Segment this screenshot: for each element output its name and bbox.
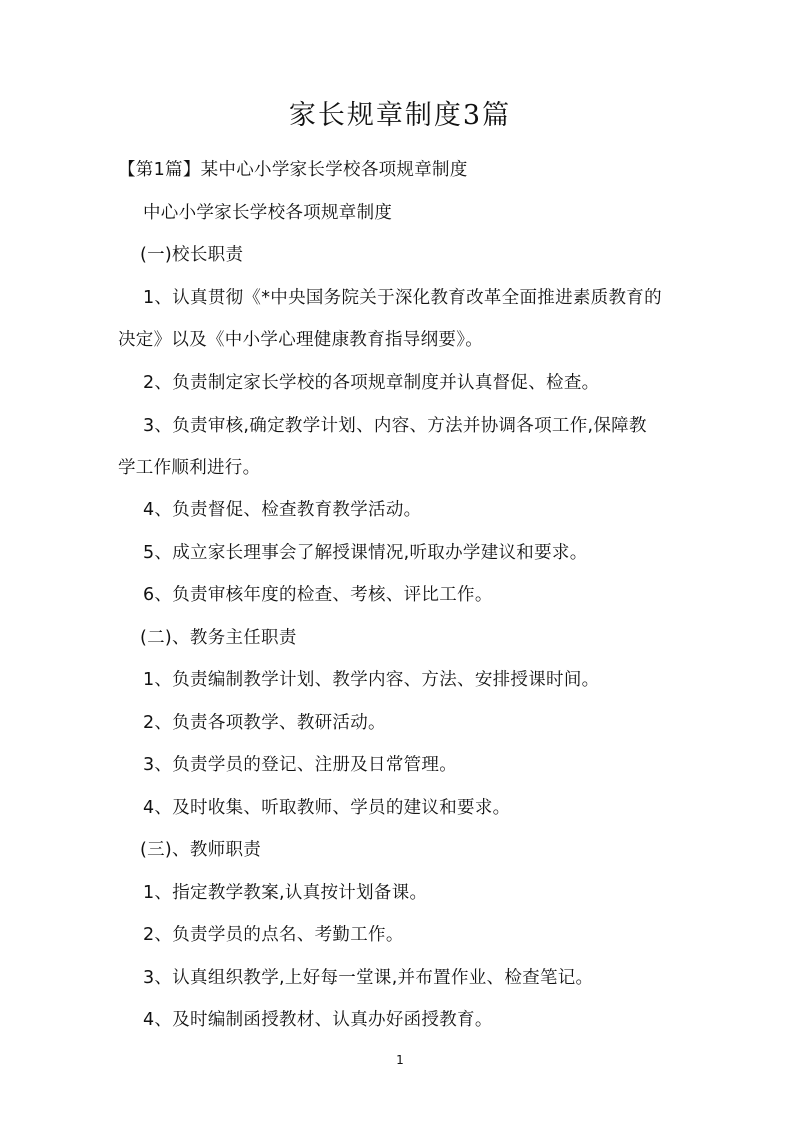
subsection-heading-academic-director: (二)、教务主任职责 [140, 628, 297, 648]
paragraph-line: 2、负责制定家长学校的各项规章制度并认真督促、检查。 [143, 373, 600, 393]
paragraph-line: 3、负责审核,确定教学计划、内容、方法并协调各项工作,保障教 [143, 416, 647, 436]
paragraph-line: 2、负责学员的点名、考勤工作。 [143, 925, 404, 945]
paragraph-line: 1、指定教学教案,认真按计划备课。 [143, 883, 428, 903]
paragraph-line: 学工作顺利进行。 [118, 458, 261, 478]
subtitle: 中心小学家长学校各项规章制度 [143, 203, 393, 223]
paragraph-line: 4、负责督促、检查教育教学活动。 [143, 500, 422, 520]
paragraph-line: 4、及时收集、听取教师、学员的建议和要求。 [143, 798, 511, 818]
document-title: 家长规章制度3篇 [288, 100, 512, 131]
subsection-heading-principal: (一)校长职责 [140, 245, 244, 265]
page-number: 1 [396, 1053, 404, 1067]
paragraph-line: 3、负责学员的登记、注册及日常管理。 [143, 755, 458, 775]
paragraph-line: 5、成立家长理事会了解授课情况,听取办学建议和要求。 [143, 543, 588, 563]
paragraph-line: 3、认真组织教学,上好每一堂课,并布置作业、检查笔记。 [143, 968, 594, 988]
paragraph-line: 6、负责审核年度的检查、考核、评比工作。 [143, 585, 493, 605]
paragraph-line: 4、及时编制函授教材、认真办好函授教育。 [143, 1010, 493, 1030]
paragraph-line: 1、认真贯彻《*中央国务院关于深化教育改革全面推进素质教育的 [143, 288, 662, 308]
section-heading-1: 【第1篇】某中心小学家长学校各项规章制度 [118, 160, 468, 180]
paragraph-line: 决定》以及《中小学心理健康教育指导纲要》。 [118, 330, 484, 350]
paragraph-line: 2、负责各项教学、教研活动。 [143, 713, 386, 733]
subsection-heading-teacher: (三)、教师职责 [140, 840, 262, 860]
paragraph-line: 1、负责编制教学计划、教学内容、方法、安排授课时间。 [143, 670, 600, 690]
